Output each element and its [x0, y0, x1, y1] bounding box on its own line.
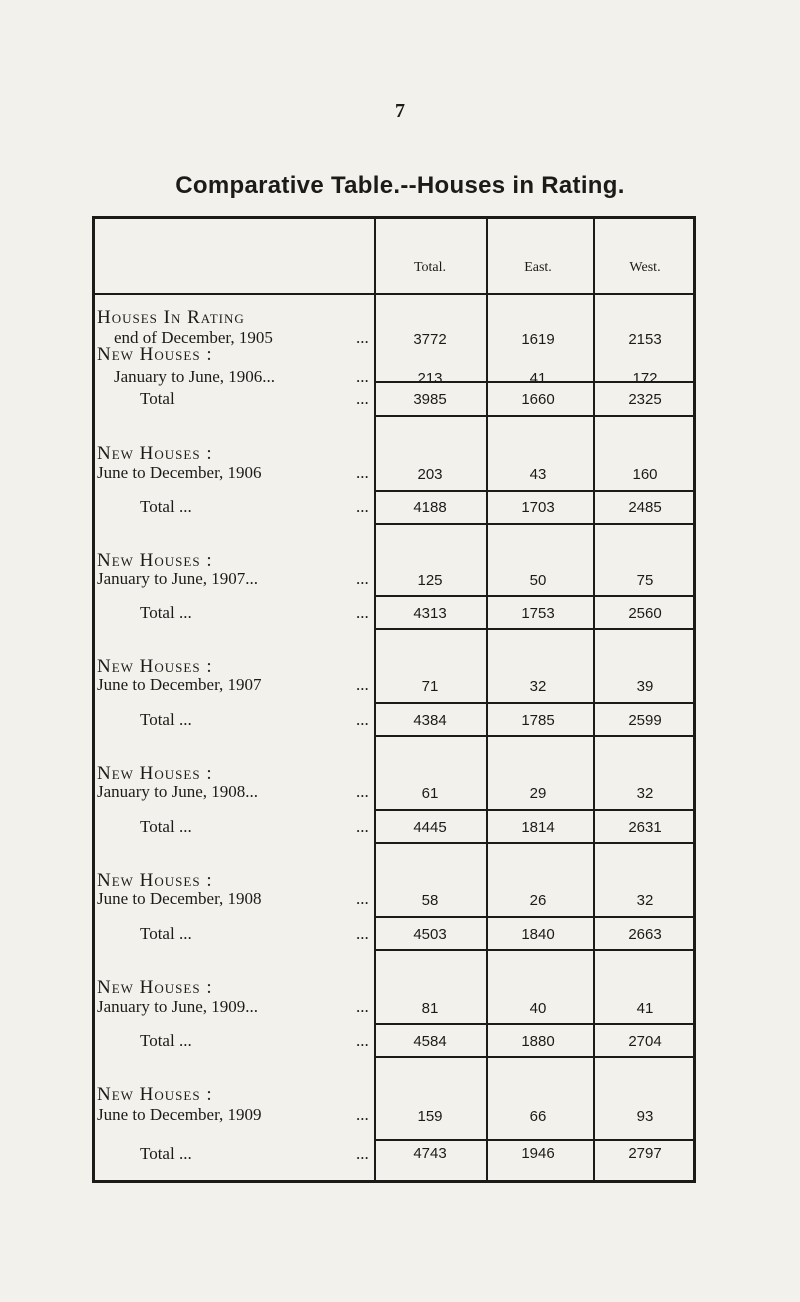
cell-west-sum: 2485	[628, 499, 662, 516]
total-rule	[375, 523, 693, 525]
row-label: June to December, 1906	[97, 463, 262, 482]
row-dots: ...	[356, 328, 369, 347]
row-dots: ...	[356, 497, 369, 516]
cell-east-sum: 1660	[521, 391, 555, 408]
cell-west: 39	[636, 678, 654, 695]
total-rule	[375, 842, 693, 844]
cell-west: 2153	[628, 331, 662, 348]
cell-west-sum: 2663	[628, 926, 662, 943]
header-rule	[95, 293, 693, 295]
cell-total-sum: 4313	[413, 605, 447, 622]
total-rule	[375, 415, 693, 417]
total-label: Total ...	[140, 817, 192, 836]
cell-west: 172	[632, 370, 658, 387]
page-title: Comparative Table.--Houses in Rating.	[175, 172, 625, 199]
row-dots: ...	[356, 710, 369, 729]
cell-east-sum: 1880	[521, 1033, 555, 1050]
total-label: Total	[140, 389, 175, 408]
cell-east: 1619	[521, 331, 555, 348]
block-heading: New Houses :	[97, 977, 213, 998]
cell-west-sum: 2797	[628, 1145, 662, 1162]
total-rule	[375, 809, 693, 811]
cell-total: 58	[421, 892, 439, 909]
row-dots: ...	[356, 1105, 369, 1124]
total-label: Total ...	[140, 1144, 192, 1163]
row-dots: ...	[356, 675, 369, 694]
block-heading: New Houses :	[97, 443, 213, 464]
row-dots: ...	[356, 997, 369, 1016]
row-dots: ...	[356, 603, 369, 622]
cell-east-sum: 1814	[521, 819, 555, 836]
cell-total-sum: 4584	[413, 1033, 447, 1050]
cell-east-sum: 1703	[521, 499, 555, 516]
cell-west-sum: 2631	[628, 819, 662, 836]
block-heading: New Houses :	[97, 656, 213, 677]
cell-east: 32	[529, 678, 547, 695]
cell-total-sum: 4188	[413, 499, 447, 516]
cell-total: 71	[421, 678, 439, 695]
page-number: 7	[395, 100, 405, 122]
cell-east-sum: 1753	[521, 605, 555, 622]
cell-west-sum: 2704	[628, 1033, 662, 1050]
cell-east-sum: 1946	[521, 1145, 555, 1162]
cell-total: 203	[417, 466, 443, 483]
row-dots: ...	[356, 1031, 369, 1050]
cell-west: 160	[632, 466, 658, 483]
row-label: January to June, 1908...	[97, 782, 259, 801]
cell-west-sum: 2325	[628, 391, 662, 408]
row-label: June to December, 1907	[97, 675, 262, 694]
cell-east-sum: 1840	[521, 926, 555, 943]
total-rule	[375, 595, 693, 597]
cell-east: 40	[529, 1000, 547, 1017]
column-header-east: East.	[524, 260, 552, 275]
block-heading: New Houses :	[97, 763, 213, 784]
total-label: Total ...	[140, 603, 192, 622]
total-label: Total ...	[140, 710, 192, 729]
total-rule	[375, 702, 693, 704]
cell-total-sum: 4445	[413, 819, 447, 836]
cell-east-sum: 1785	[521, 712, 555, 729]
row-dots: ...	[356, 463, 369, 482]
column-header-west: West.	[629, 260, 661, 275]
cell-total-sum: 4384	[413, 712, 447, 729]
cell-west: 93	[636, 1108, 654, 1125]
block-heading: Houses In Rating	[97, 307, 245, 328]
cell-east: 66	[529, 1108, 547, 1125]
cell-total-sum: 4743	[413, 1145, 447, 1162]
cell-total: 61	[421, 785, 439, 802]
cell-east: 50	[529, 572, 547, 589]
row-dots: ...	[356, 782, 369, 801]
total-rule	[375, 1056, 693, 1058]
cell-total: 213	[417, 370, 443, 387]
cell-east: 29	[529, 785, 547, 802]
block-heading: New Houses :	[97, 550, 213, 571]
row-dots: ...	[356, 817, 369, 836]
cell-east: 41	[529, 370, 547, 387]
total-label: Total ...	[140, 1031, 192, 1050]
total-rule	[375, 949, 693, 951]
row-dots: ...	[356, 367, 369, 386]
total-rule	[375, 1023, 693, 1025]
row-dots: ...	[356, 569, 369, 588]
cell-west-sum: 2560	[628, 605, 662, 622]
total-rule	[375, 1139, 693, 1141]
cell-east: 43	[529, 466, 547, 483]
block-heading: New Houses :	[97, 870, 213, 891]
cell-total: 125	[417, 572, 443, 589]
total-rule	[375, 490, 693, 492]
cell-total: 3772	[413, 331, 447, 348]
cell-total-sum: 3985	[413, 391, 447, 408]
total-rule	[375, 628, 693, 630]
row-dots: ...	[356, 1144, 369, 1163]
row-label: January to June, 1909...	[97, 997, 259, 1016]
column-header-total: Total.	[413, 260, 447, 275]
row-label: January to June, 1907...	[97, 569, 259, 588]
row-dots: ...	[356, 889, 369, 908]
row-dots: ...	[356, 389, 369, 408]
row-label: end of December, 1905	[114, 328, 273, 347]
total-label: Total ...	[140, 924, 192, 943]
cell-west: 75	[636, 572, 654, 589]
cell-west: 32	[636, 892, 654, 909]
row-label: January to June, 1906...	[114, 367, 276, 386]
row-label: June to December, 1908	[97, 889, 262, 908]
total-rule	[375, 735, 693, 737]
cell-west: 41	[636, 1000, 654, 1017]
cell-west: 32	[636, 785, 654, 802]
cell-west-sum: 2599	[628, 712, 662, 729]
block-heading: New Houses :	[97, 1084, 213, 1105]
block-heading: New Houses :	[97, 344, 213, 365]
cell-total-sum: 4503	[413, 926, 447, 943]
total-label: Total ...	[140, 497, 192, 516]
row-dots: ...	[356, 924, 369, 943]
cell-total: 159	[417, 1108, 443, 1125]
row-label: June to December, 1909	[97, 1105, 262, 1124]
total-rule	[375, 916, 693, 918]
cell-total: 81	[421, 1000, 439, 1017]
cell-east: 26	[529, 892, 547, 909]
